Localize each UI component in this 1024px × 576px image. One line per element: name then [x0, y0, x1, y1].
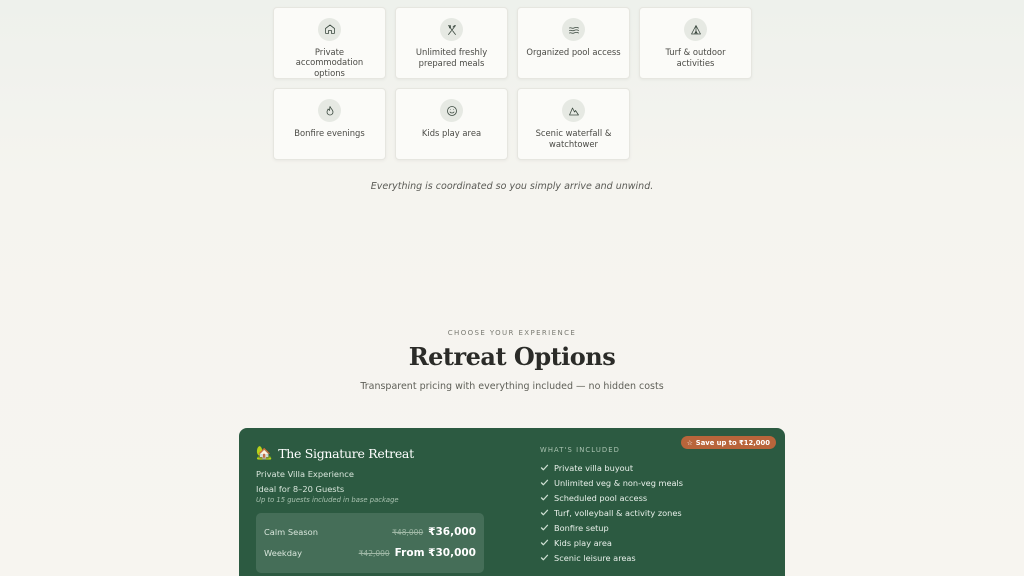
price-row-weekday — [264, 547, 476, 559]
retreat-title: The Signature Retreat — [278, 446, 414, 461]
amenity-card-bonfire — [273, 88, 386, 160]
retreat-guests: Ideal for 8–20 Guests — [256, 484, 345, 494]
amenity-label: Private accommodation options — [295, 46, 364, 78]
check-icon — [540, 523, 549, 532]
list-item: Scenic leisure areas — [540, 550, 683, 565]
amenity-label: Scenic waterfall & watchtower — [535, 128, 612, 149]
tagline: Everything is coordinated so you simply arrive and unwind. — [370, 181, 654, 192]
tent-icon — [684, 18, 707, 41]
flame-icon — [318, 99, 341, 122]
list-item: Kids play area — [540, 535, 683, 550]
amenity-card-turf — [639, 7, 752, 79]
list-item: Private villa buyout — [540, 460, 683, 475]
utensils-icon — [440, 18, 463, 41]
mountain-icon — [562, 99, 585, 122]
included-list — [540, 460, 683, 565]
signature-retreat-card[interactable] — [239, 428, 785, 576]
amenity-card-pool — [517, 7, 630, 79]
section-eyebrow: CHOOSE YOUR EXPERIENCE — [447, 329, 577, 337]
check-icon — [540, 463, 549, 472]
amenity-card-kids — [395, 88, 508, 160]
home-icon — [318, 18, 341, 41]
amenity-label: Unlimited freshly prepared meals — [415, 47, 488, 68]
price-row-calm-season — [264, 526, 476, 538]
amenity-label: Turf & outdoor activities — [665, 47, 726, 68]
list-item: Scheduled pool access — [540, 490, 683, 505]
amenity-card-waterfall — [517, 88, 630, 160]
check-icon — [540, 493, 549, 502]
amenity-card-meals — [395, 7, 508, 79]
included-heading: WHAT'S INCLUDED — [540, 446, 620, 454]
price-new: From ₹30,000 — [394, 547, 476, 559]
waves-icon — [562, 18, 585, 41]
price-box — [256, 513, 484, 573]
save-badge — [681, 436, 776, 449]
house-icon: 🏡 — [256, 446, 273, 461]
amenity-label: Organized pool access — [526, 47, 621, 57]
check-icon — [540, 553, 549, 562]
price-label: Calm Season — [264, 527, 319, 537]
section-title: Retreat Options — [408, 342, 616, 371]
price-label: Weekday — [264, 548, 302, 558]
amenity-label: Kids play area — [421, 128, 482, 138]
list-item: Bonfire setup — [540, 520, 683, 535]
list-item: Turf, volleyball & activity zones — [540, 505, 683, 520]
save-badge-label: Save up to ₹12,000 — [695, 438, 770, 447]
retreat-title-row — [256, 446, 414, 461]
smile-icon — [440, 99, 463, 122]
amenities-grid — [273, 7, 752, 160]
check-icon — [540, 478, 549, 487]
price-new: ₹36,000 — [428, 526, 476, 538]
star-icon: ☆ — [686, 438, 693, 447]
check-icon — [540, 538, 549, 547]
price-old: ₹42,000 — [358, 548, 390, 558]
retreat-note: Up to 15 guests included in base package — [256, 496, 399, 504]
section-subtitle: Transparent pricing with everything included — no hidden costs — [360, 381, 664, 392]
list-item: Unlimited veg & non-veg meals — [540, 475, 683, 490]
amenity-card-accommodation — [273, 7, 386, 79]
check-icon — [540, 508, 549, 517]
price-old: ₹48,000 — [392, 527, 424, 537]
amenity-label: Bonfire evenings — [294, 128, 365, 138]
retreat-subtitle: Private Villa Experience — [256, 469, 354, 479]
